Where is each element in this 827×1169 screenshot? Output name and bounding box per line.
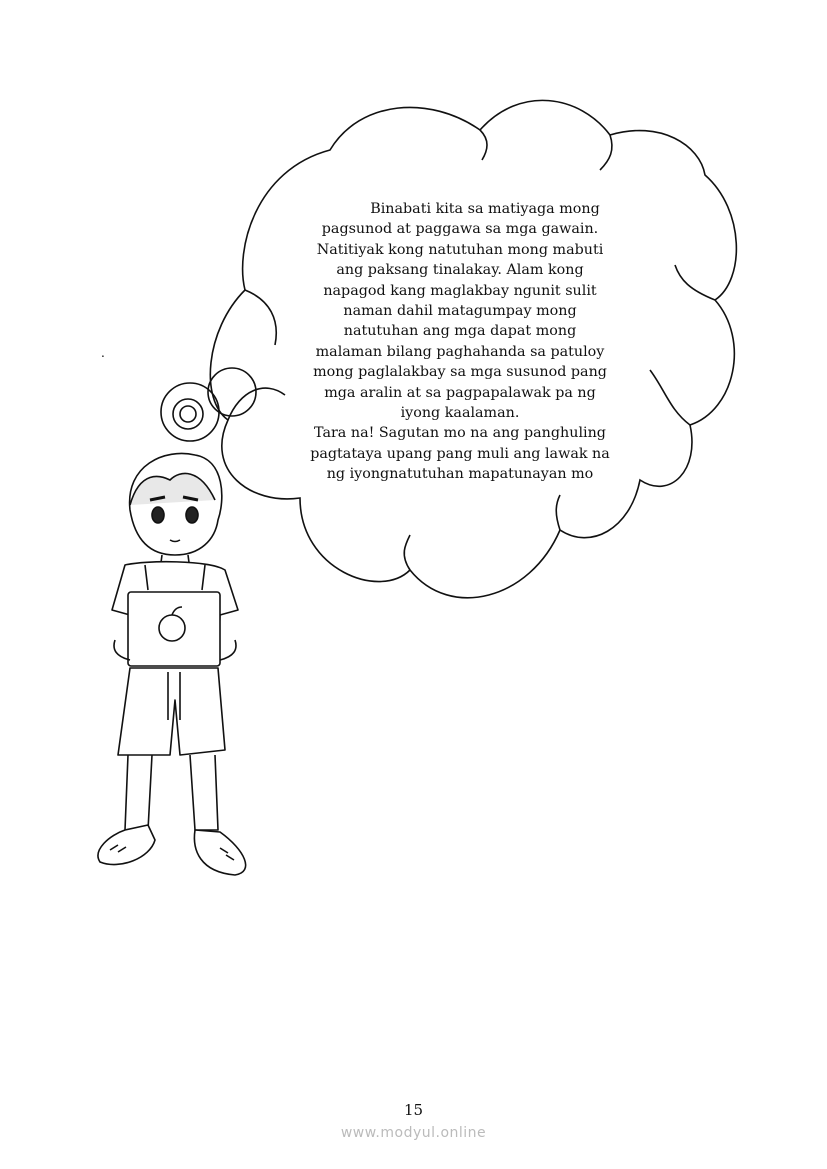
message-line: ng iyongnatutuhan mapatunayan mo <box>326 466 594 483</box>
message-line: pagsunod at paggawa sa mga gawain. <box>321 221 599 238</box>
boy-character <box>98 453 246 875</box>
watermark: www.modyul.online <box>340 1125 487 1141</box>
message-line: malaman bilang paghahanda sa patuloy <box>315 343 605 360</box>
stray-mark: . <box>101 346 105 360</box>
message-line: naman dahil matagumpay mong <box>343 303 577 320</box>
message-line: pagtataya upang pang muli ang lawak na <box>310 445 610 462</box>
message-line: Natitiyak kong natutuhan mong mabuti <box>316 241 604 258</box>
thought-bubble-message <box>290 199 630 485</box>
message-line: natutuhan ang mga dapat mong <box>343 323 577 340</box>
page-number: 15 <box>403 1101 424 1119</box>
message-line: mong paglalakbay sa mga susunod pang <box>313 364 607 381</box>
message-line: ang paksang tinalakay. Alam kong <box>336 262 584 279</box>
message-line: Binabati kita sa matiyaga mong <box>370 201 600 217</box>
thought-bubble-circles <box>161 368 256 441</box>
message-line: mga aralin at sa pagpapalawak pa ng <box>324 384 596 401</box>
message-line: napagod kang maglakbay ngunit sulit <box>323 282 597 299</box>
message-line: iyong kaalaman. <box>400 405 520 422</box>
message-line: Tara na! Sagutan mo na ang panghuling <box>314 425 606 442</box>
